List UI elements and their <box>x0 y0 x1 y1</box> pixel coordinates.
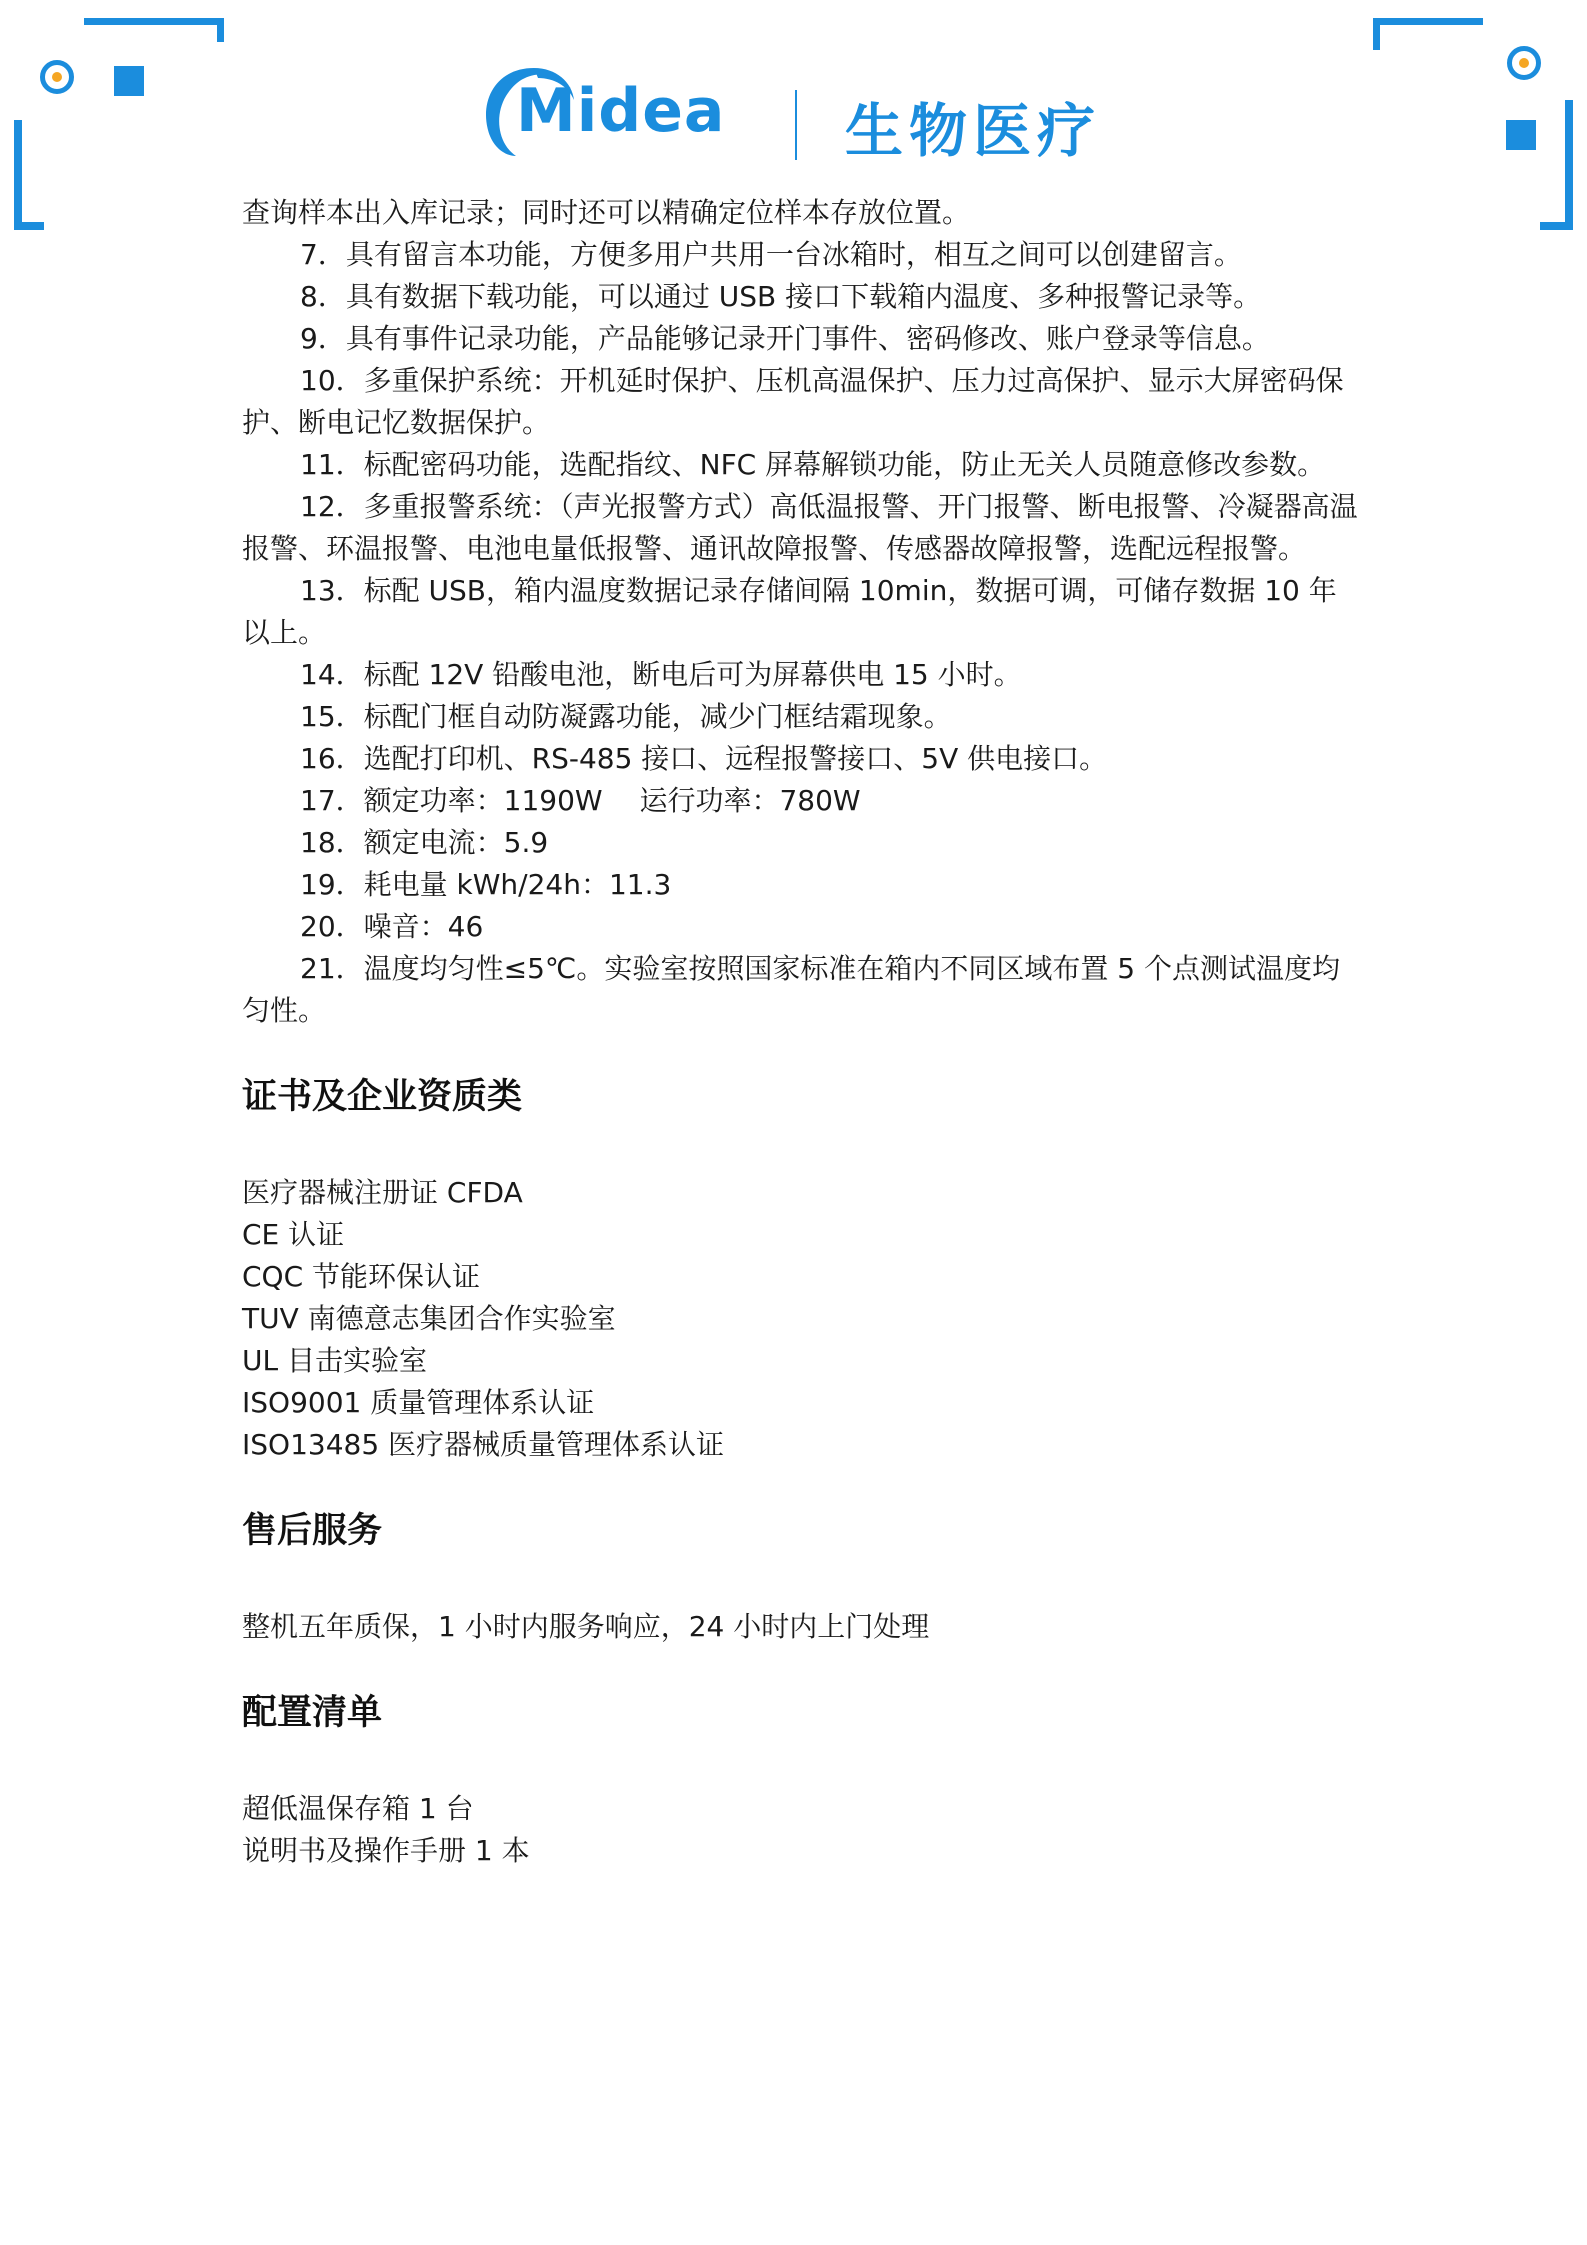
corner-bracket-top-right-v <box>1373 18 1380 50</box>
logo-text: Midea <box>516 76 726 146</box>
feature-item: 7．具有留言本功能，方便多用户共用一台冰箱时，相互之间可以创建留言。 <box>300 238 1242 271</box>
certificate-item: UL 目击实验室 <box>242 1344 427 1377</box>
feature-item: 15．标配门框自动防凝露功能，减少门框结霜现象。 <box>300 700 952 733</box>
certificate-item: ISO13485 医疗器械质量管理体系认证 <box>242 1428 725 1461</box>
feature-item: 19．耗电量 kWh/24h：11.3 <box>300 868 672 901</box>
certificate-item: CE 认证 <box>242 1218 345 1251</box>
feature-item: 9．具有事件记录功能，产品能够记录开门事件、密码修改、账户登录等信息。 <box>300 322 1270 355</box>
after-sales-section <box>242 1506 1360 1648</box>
certificate-item: CQC 节能环保认证 <box>242 1260 481 1293</box>
feature-item: 8．具有数据下载功能，可以通过 USB 接口下载箱内温度、多种报警记录等。 <box>300 280 1262 313</box>
feature-item: 20．噪音：46 <box>300 910 484 943</box>
section-heading-certificates: 证书及企业资质类 <box>242 1077 523 1117</box>
after-sales-text: 整机五年质保，1 小时内服务响应，24 小时内上门处理 <box>242 1610 930 1643</box>
certificate-item: ISO9001 质量管理体系认证 <box>242 1386 595 1419</box>
corner-bracket-top-left-v <box>217 18 224 42</box>
document-body <box>242 192 1360 1872</box>
section-heading-config: 配置清单 <box>242 1693 383 1733</box>
corner-bracket-right-h <box>1540 222 1573 230</box>
feature-item: 12．多重报警系统：（声光报警方式）高低温报警、开门报警、断电报警、冷凝器高温报警、环温报警、电池电量低报警、通讯故障报警、传感器故障报警，选配远程报警。 <box>242 490 1358 565</box>
feature-list <box>242 192 1360 1032</box>
feature-item: 21．温度均匀性≤5℃。实验室按照国家标准在箱内不同区域布置 5 个点测试温度均匀性。 <box>242 952 1340 1027</box>
feature-item: 17．额定功率：1190W 运行功率：780W <box>300 784 861 817</box>
feature-item: 16．选配打印机、RS-485 接口、远程报警接口、5V 供电接口。 <box>300 742 1108 775</box>
feature-line: 查询样本出入库记录；同时还可以精确定位样本存放位置。 <box>242 196 971 229</box>
config-item: 说明书及操作手册 1 本 <box>242 1834 530 1867</box>
feature-item: 10．多重保护系统：开机延时保护、压机高温保护、压力过高保护、显示大屏密码保护、断电记忆数据保护。 <box>242 364 1344 439</box>
certificate-item: TUV 南德意志集团合作实验室 <box>242 1302 616 1335</box>
feature-item: 14．标配 12V 铅酸电池，断电后可为屏幕供电 15 小时。 <box>300 658 1022 691</box>
header <box>0 60 1587 170</box>
feature-item: 18．额定电流：5.9 <box>300 826 549 859</box>
corner-bracket-top-right-h <box>1373 18 1483 25</box>
corner-bracket-top-left-h <box>84 18 224 25</box>
logo-divider <box>795 90 797 160</box>
config-section <box>242 1688 1360 1872</box>
feature-item: 11．标配密码功能，选配指纹、NFC 屏幕解锁功能，防止无关人员随意修改参数。 <box>300 448 1326 481</box>
section-heading-after-sales: 售后服务 <box>242 1511 383 1551</box>
feature-item: 13．标配 USB，箱内温度数据记录存储间隔 10min，数据可调，可储存数据 10 年以上。 <box>242 574 1337 649</box>
corner-bracket-left-h <box>14 222 44 230</box>
logo-subtitle: 生物医疗 <box>845 97 1102 165</box>
certificate-item: 医疗器械注册证 CFDA <box>242 1176 523 1209</box>
midea-logo <box>476 60 756 160</box>
config-item: 超低温保存箱 1 台 <box>242 1792 474 1825</box>
certificates-section <box>242 1072 1360 1466</box>
